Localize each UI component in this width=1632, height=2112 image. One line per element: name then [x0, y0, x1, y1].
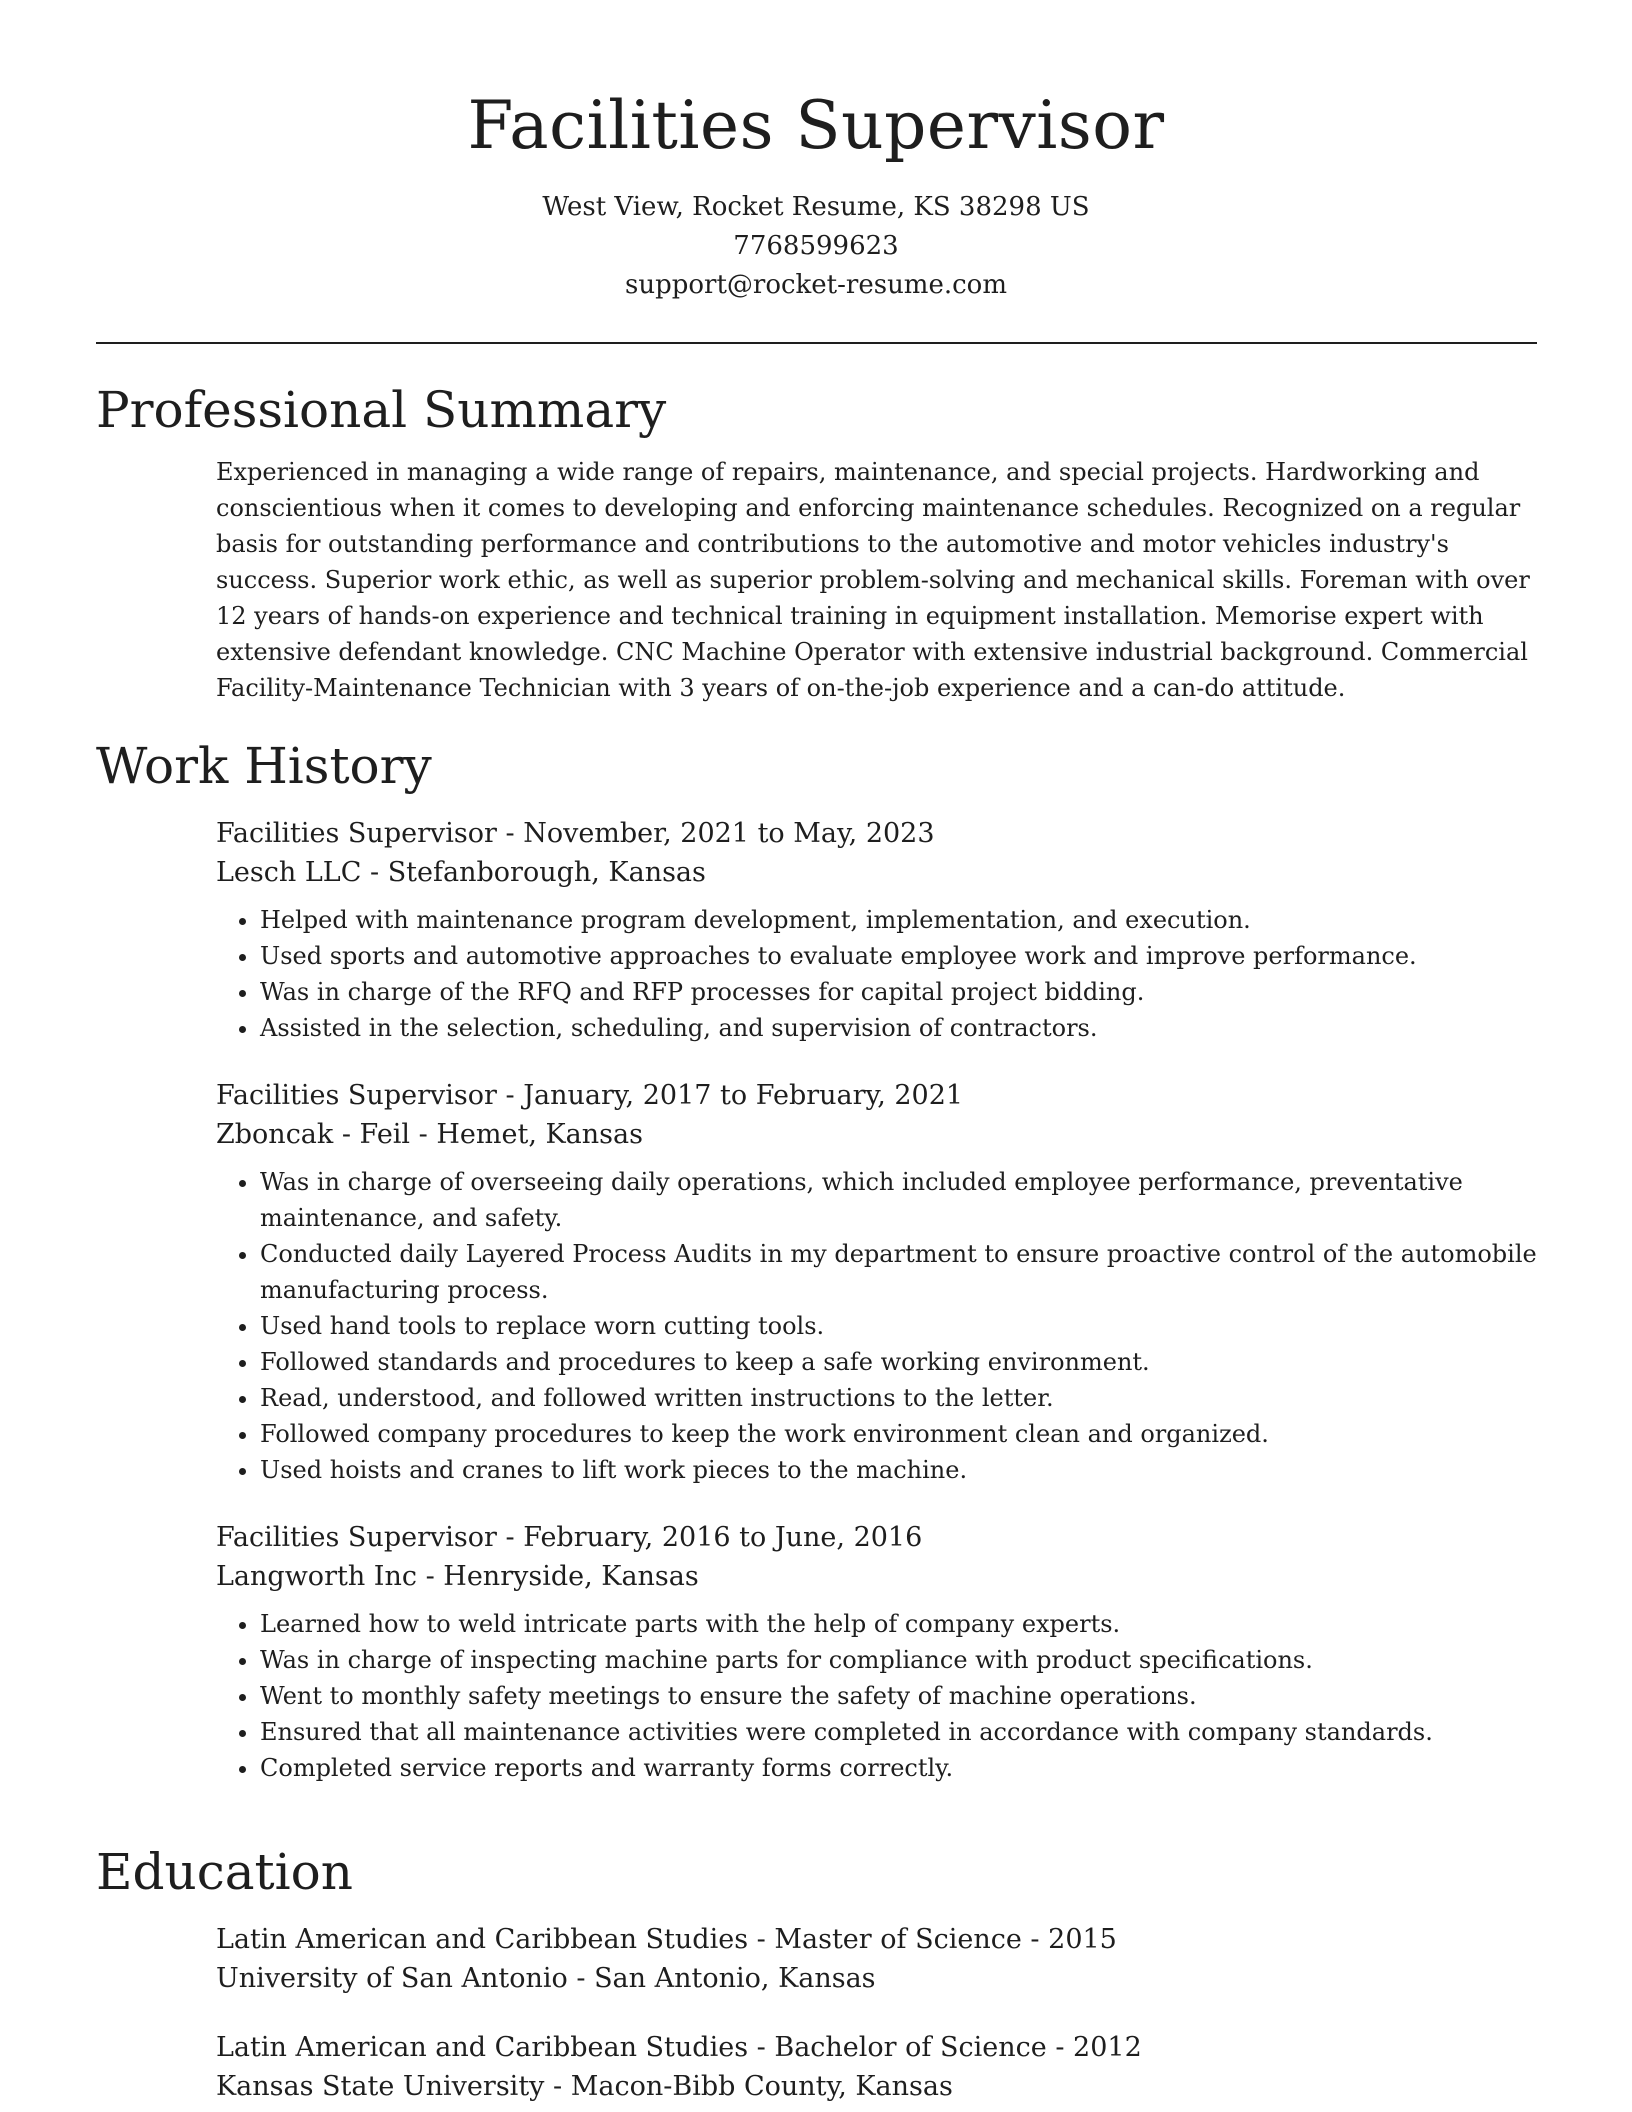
job-bullet-list	[216, 902, 1537, 1046]
resume-header	[0, 0, 1632, 305]
job-dates: January, 2017 to February, 2021	[523, 1080, 964, 1111]
job-company-line	[216, 853, 1537, 892]
education-school: University of San Antonio	[216, 1963, 568, 1994]
job-dates: February, 2016 to June, 2016	[523, 1522, 923, 1553]
section-title-work-history: Work History	[96, 737, 432, 795]
job-bullet: • Conducted daily Layered Process Audits in my department to ensure proactive control of the automobile manufacturing process.	[260, 1236, 1537, 1308]
education-separator: -	[748, 1924, 775, 1955]
education-degree-line	[216, 1920, 1537, 1959]
education-entry	[216, 1920, 1537, 1998]
job-company: Lesch LLC	[216, 857, 362, 888]
work-history-body	[216, 814, 1537, 1786]
job-company: Langworth Inc	[216, 1561, 417, 1592]
education-separator: -	[567, 1963, 595, 1994]
job-title-line	[216, 1076, 1537, 1115]
education-year: 2015	[1048, 1924, 1117, 1955]
education-degree: Master of Science	[774, 1924, 1022, 1955]
job-bullet: • Followed standards and procedures to keep a safe working environment.	[260, 1344, 1537, 1380]
job-bullet: • Used hand tools to replace worn cutting tools.	[260, 1308, 1537, 1344]
education-separator: -	[1046, 2032, 1074, 2063]
job-location: Henryside, Kansas	[443, 1561, 699, 1592]
section-professional-summary	[96, 380, 1537, 706]
job-bullet: • Used hoists and cranes to lift work pieces to the machine.	[260, 1452, 1537, 1488]
job-bullet: • Was in charge of overseeing daily operations, which included employee performance, preventative maintenance, and safety.	[260, 1164, 1537, 1236]
education-school-line	[216, 1959, 1537, 1998]
job-bullet: • Read, understood, and followed written instructions to the letter.	[260, 1380, 1537, 1416]
job-company-line	[216, 1557, 1537, 1596]
education-separator: -	[1021, 1924, 1049, 1955]
section-work-history	[96, 736, 1537, 1786]
education-field: Latin American and Caribbean Studies	[216, 2032, 749, 2063]
education-location: San Antonio, Kansas	[594, 1963, 876, 1994]
job-dates: November, 2021 to May, 2023	[523, 818, 935, 849]
job-bullet: • Completed service reports and warranty forms correctly.	[260, 1750, 1537, 1786]
job-bullet: • Went to monthly safety meetings to ensure the safety of machine operations.	[260, 1678, 1537, 1714]
job-bullet: • Used sports and automotive approaches to evaluate employee work and improve performance.	[260, 938, 1537, 974]
education-degree: Bachelor of Science	[774, 2032, 1047, 2063]
job-location: Hemet, Kansas	[436, 1119, 643, 1150]
job-location: Stefanborough, Kansas	[387, 857, 706, 888]
job-separator: -	[361, 857, 388, 888]
job-entry	[216, 814, 1537, 1046]
job-bullet: • Ensured that all maintenance activities were completed in accordance with company standards.	[260, 1714, 1537, 1750]
job-bullet: • Was in charge of the RFQ and RFP processes for capital project bidding.	[260, 974, 1537, 1010]
job-separator: -	[496, 1522, 524, 1553]
job-position: Facilities Supervisor	[216, 1522, 497, 1553]
contact-email: support@rocket-resume.com	[624, 270, 1007, 300]
education-location: Macon-Bibb County, Kansas	[570, 2071, 953, 2102]
education-body	[216, 1920, 1537, 2106]
job-bullet-list	[216, 1606, 1537, 1786]
contact-phone: 7768599623	[733, 231, 899, 261]
job-company-line	[216, 1115, 1537, 1154]
summary-text: Experienced in managing a wide range of repairs, maintenance, and special projects. Hardworking and conscientious when it comes to developing and enforcing maintenance schedules. Recognized on a regular basis for outstanding performance and contributions to the automotive and motor vehicles industry's success. Superior work ethic, as well as superior problem-solving and mechanical skills. Foreman with over 12 years of hands-on experience and technical training in equipment installation. Memorise expert with extensive defendant knowledge. CNC Machine Operator with extensive industrial background. Commercial Facility-Maintenance Technician with 3 years of on-the-job experience and a can-do attitude.	[216, 458, 1530, 702]
header-divider	[96, 342, 1537, 344]
education-year: 2012	[1073, 2032, 1142, 2063]
job-entry	[216, 1076, 1537, 1488]
job-bullet: • Followed company procedures to keep the work environment clean and organized.	[260, 1416, 1537, 1452]
job-title-line	[216, 814, 1537, 853]
education-field: Latin American and Caribbean Studies	[216, 1924, 749, 1955]
education-separator: -	[748, 2032, 775, 2063]
job-separator: -	[410, 1119, 437, 1150]
job-company: Zboncak - Feil	[216, 1119, 411, 1150]
education-school: Kansas State University	[216, 2071, 545, 2102]
job-title-line	[216, 1518, 1537, 1557]
job-separator: -	[496, 818, 524, 849]
section-title-summary: Professional Summary	[96, 381, 667, 439]
job-separator: -	[416, 1561, 444, 1592]
education-school-line	[216, 2067, 1537, 2106]
job-entry	[216, 1518, 1537, 1786]
job-bullet-list	[216, 1164, 1537, 1488]
job-position: Facilities Supervisor	[216, 1080, 497, 1111]
job-separator: -	[496, 1080, 524, 1111]
candidate-name: Facilities Supervisor	[467, 87, 1165, 164]
job-bullet: • Was in charge of inspecting machine parts for compliance with product specifications.	[260, 1642, 1537, 1678]
education-separator: -	[544, 2071, 571, 2102]
job-bullet: • Assisted in the selection, scheduling, and supervision of contractors.	[260, 1010, 1537, 1046]
summary-body	[216, 454, 1537, 706]
education-entry	[216, 2028, 1537, 2106]
job-bullet: • Helped with maintenance program development, implementation, and execution.	[260, 902, 1537, 938]
education-degree-line	[216, 2028, 1537, 2067]
job-position: Facilities Supervisor	[216, 818, 497, 849]
job-bullet: • Learned how to weld intricate parts with the help of company experts.	[260, 1606, 1537, 1642]
contact-address: West View, Rocket Resume, KS 38298 US	[542, 192, 1090, 222]
contact-info	[0, 188, 1632, 305]
section-education	[96, 1842, 1537, 2106]
section-title-education: Education	[96, 1843, 353, 1901]
